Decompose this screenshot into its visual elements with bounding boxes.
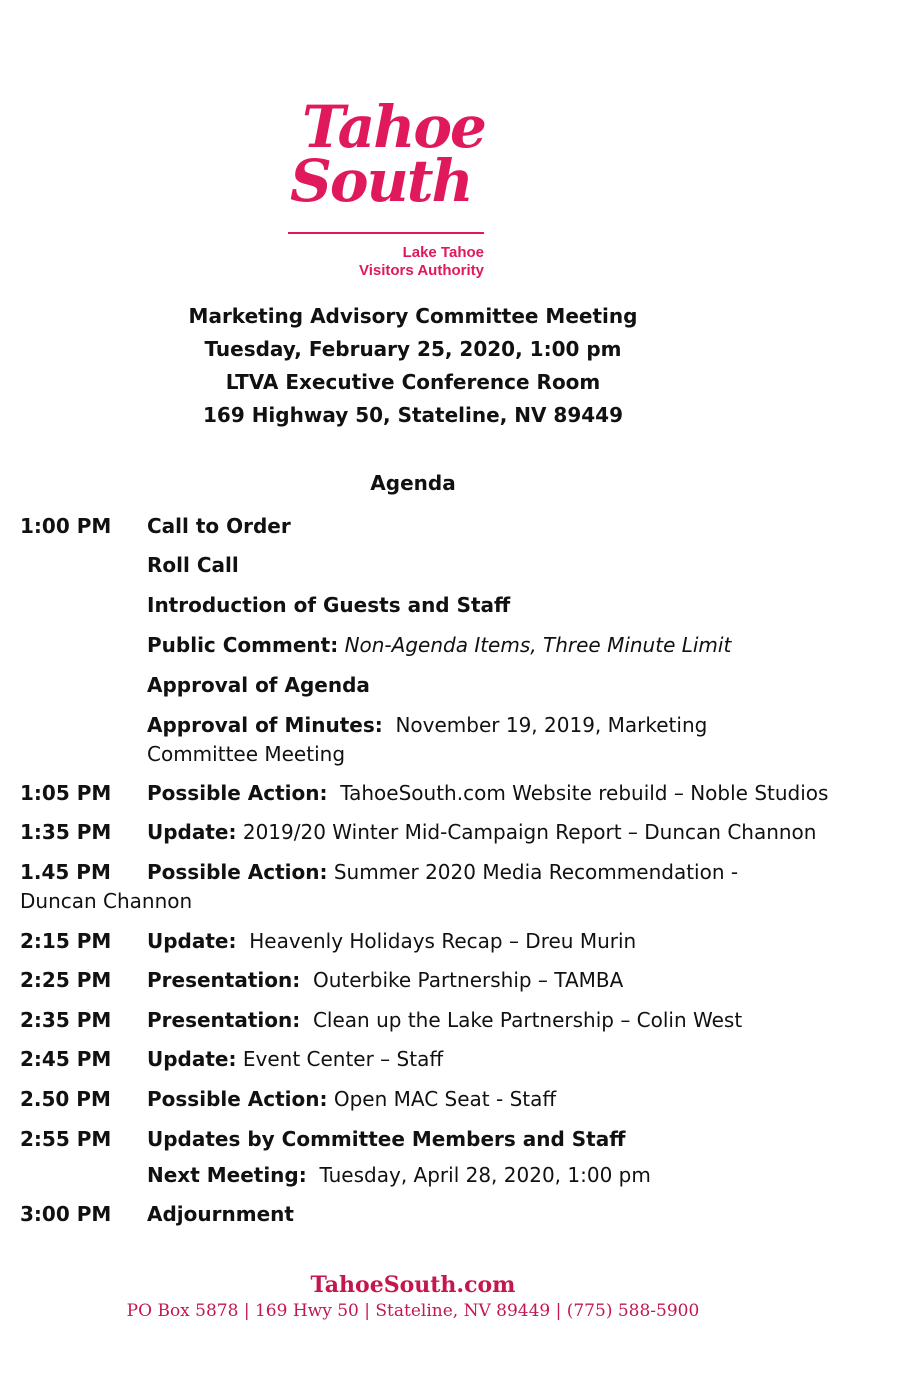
- agenda-item: [20, 1200, 850, 1229]
- agenda-label: Approval of Minutes:: [147, 713, 383, 737]
- agenda-time: 2:15 PM: [20, 929, 112, 953]
- agenda-label: Update:: [147, 1047, 237, 1071]
- agenda-label: Presentation:: [147, 968, 301, 992]
- logo-divider: [288, 232, 484, 234]
- agenda-time: 2.50 PM: [20, 1087, 111, 1111]
- agenda-label: Roll Call: [147, 553, 239, 577]
- agenda-text: Non-Agenda Items, Three Minute Limit: [344, 633, 732, 657]
- agenda-text: 2019/20 Winter Mid-Campaign Report – Duncan Channon: [242, 820, 817, 844]
- agenda-text: Tuesday, April 28, 2020, 1:00 pm: [319, 1163, 651, 1187]
- meeting-date: Tuesday, February 25, 2020, 1:00 pm: [204, 337, 622, 361]
- agenda-item: [20, 927, 850, 956]
- agenda-time: 2:35 PM: [20, 1008, 112, 1032]
- agenda-time: 1.45 PM: [20, 860, 111, 884]
- agenda-label: Updates by Committee Members and Staff: [147, 1127, 626, 1151]
- agenda-time: 1:05 PM: [20, 781, 112, 805]
- agenda-item: [20, 512, 850, 541]
- agenda-label: Possible Action:: [147, 1087, 328, 1111]
- agenda-text: Summer 2020 Media Recommendation - Duncan Channon: [20, 860, 739, 913]
- agenda-text: Event Center – Staff: [242, 1047, 444, 1071]
- meeting-room: LTVA Executive Conference Room: [225, 370, 601, 394]
- agenda-label: Update:: [147, 820, 237, 844]
- agenda-item: [20, 551, 850, 580]
- agenda-item: [20, 631, 850, 660]
- agenda-label: Possible Action:: [147, 860, 328, 884]
- agenda-item: [20, 1125, 850, 1154]
- agenda-item: [20, 1006, 850, 1035]
- agenda-label: Call to Order: [147, 514, 291, 538]
- agenda-item: [20, 1161, 850, 1190]
- footer-website-link[interactable]: TahoeSouth.com: [310, 1272, 516, 1298]
- meeting-header: [0, 300, 826, 432]
- agenda-time: 3:00 PM: [20, 1202, 112, 1226]
- agenda-item: [20, 1045, 850, 1074]
- agenda-label: Public Comment:: [147, 633, 339, 657]
- footer-address: PO Box 5878 | 169 Hwy 50 | Stateline, NV 89449 | (775) 588-5900: [126, 1301, 700, 1321]
- agenda-time: 2:25 PM: [20, 968, 112, 992]
- agenda-label: Update:: [147, 929, 237, 953]
- agenda-item: [20, 711, 850, 769]
- logo-word-tahoe: Tahoe: [302, 93, 485, 161]
- agenda-text: Clean up the Lake Partnership – Colin West: [312, 1008, 743, 1032]
- agenda-label: Presentation:: [147, 1008, 301, 1032]
- agenda-label: Possible Action:: [147, 781, 328, 805]
- agenda-title: Agenda: [370, 471, 456, 495]
- agenda-item: [20, 858, 850, 916]
- agenda-item: [20, 966, 850, 995]
- agenda-label: Introduction of Guests and Staff: [147, 593, 511, 617]
- agenda-item: [20, 779, 850, 808]
- agenda-label: Next Meeting:: [147, 1163, 307, 1187]
- agenda-label: Adjournment: [147, 1202, 294, 1226]
- agenda-text: Open MAC Seat - Staff: [333, 1087, 557, 1111]
- agenda-time: 2:55 PM: [20, 1127, 112, 1151]
- agenda-time: 1:35 PM: [20, 820, 112, 844]
- agenda-text: Outerbike Partnership – TAMBA: [312, 968, 624, 992]
- agenda-time: 1:00 PM: [20, 514, 112, 538]
- agenda-text: Heavenly Holidays Recap – Dreu Murin: [249, 929, 637, 953]
- meeting-address: 169 Highway 50, Stateline, NV 89449: [202, 403, 624, 427]
- meeting-title: Marketing Advisory Committee Meeting: [188, 304, 638, 328]
- agenda-time: 2:45 PM: [20, 1047, 112, 1071]
- agenda-item: [20, 671, 850, 700]
- tahoe-south-logo: [288, 93, 488, 279]
- agenda-text: TahoeSouth.com Website rebuild – Noble Studios: [340, 781, 829, 805]
- agenda-text: November 19, 2019, Marketing Committee Meeting: [147, 713, 708, 766]
- agenda-item: [20, 1085, 850, 1114]
- agenda-item: [20, 818, 850, 847]
- logo-subtitle-lake-tahoe: Lake Tahoe: [402, 244, 484, 261]
- logo-subtitle-visitors-authority: Visitors Authority: [358, 262, 484, 279]
- agenda-item: [20, 591, 850, 620]
- logo-word-south: South: [290, 147, 472, 215]
- agenda-label: Approval of Agenda: [147, 673, 370, 697]
